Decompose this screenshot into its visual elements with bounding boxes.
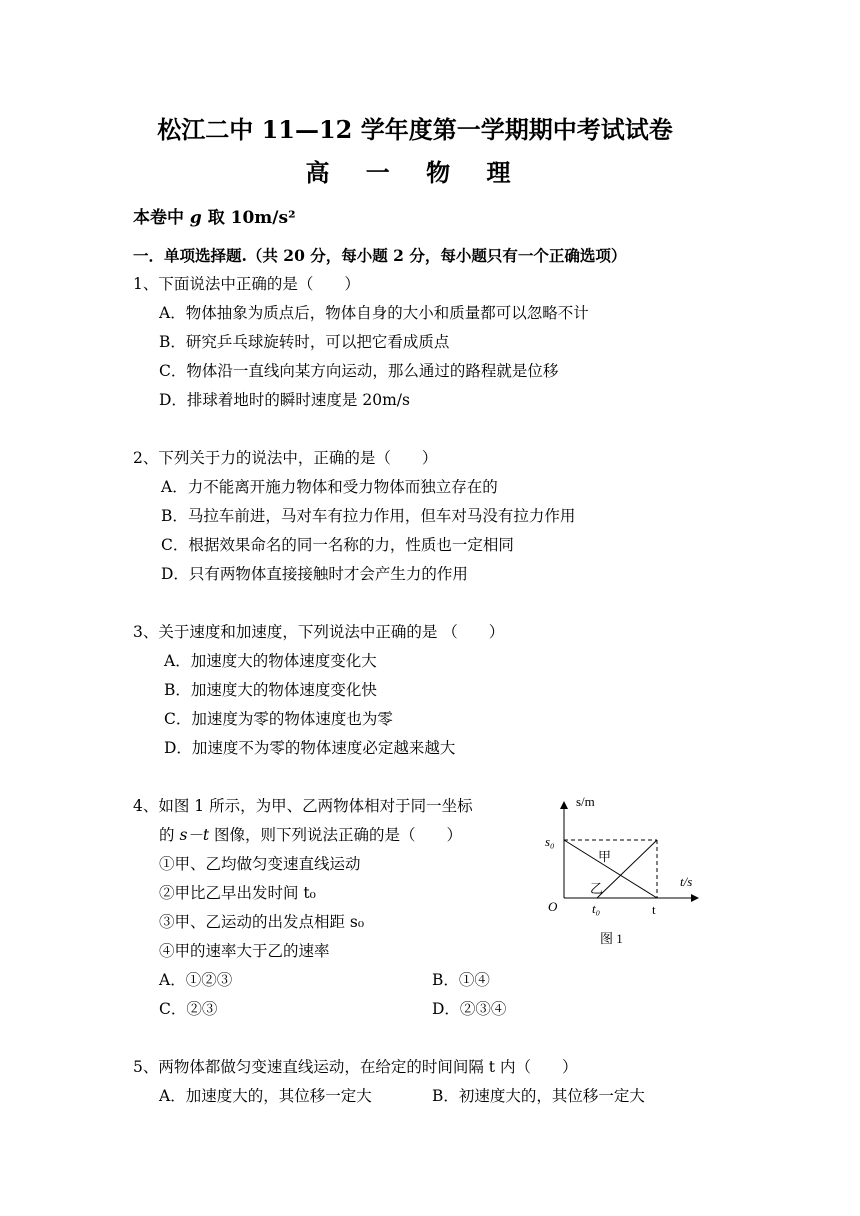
question-1-stem: 1、下面说法中正确的是（ ） [133, 275, 360, 293]
exam-title: 松江二中 11—12 学年度第一学期期中考试试卷 [157, 115, 673, 144]
question-5-option-a: A．加速度大的，其位移一定大 [159, 1087, 372, 1105]
figure-1-st-graph [540, 790, 710, 955]
question-3-option-c: C．加速度为零的物体速度也为零 [164, 710, 393, 728]
origin-label: O [548, 899, 558, 914]
question-4-stem-line2-a: 的 [159, 826, 180, 844]
question-4-choice-a: A．①②③ [159, 971, 233, 989]
question-5-stem: 5、两物体都做匀变速直线运动，在给定的时间间隔 t 内（ ） [133, 1058, 578, 1076]
question-1-option-c: C．物体沿一直线向某方向运动，那么通过的路程就是位移 [159, 362, 559, 380]
x-axis-label: t/s [680, 874, 693, 889]
question-3-stem: 3、关于速度和加速度，下列说法中正确的是 （ ） [133, 623, 505, 641]
question-5-option-b: B．初速度大的，其位移一定大 [432, 1087, 645, 1105]
t-label: t [652, 902, 656, 917]
constant-note [133, 207, 296, 229]
question-1-option-d: D．排球着地时的瞬时速度是 20m/s [159, 391, 410, 409]
question-1-option-b: B．研究乒乓球旋转时，可以把它看成质点 [159, 333, 450, 351]
question-4-statement-3: ③甲、乙运动的出发点相距 s₀ [159, 913, 365, 931]
question-2-option-a: A．力不能离开施力物体和受力物体而独立存在的 [161, 478, 498, 496]
constant-note-suffix: 取 10m/s² [201, 208, 296, 228]
line-yi-label: 乙 [590, 881, 604, 896]
question-4-choice-d: D．②③④ [432, 1000, 507, 1018]
figure-caption: 图 1 [600, 931, 623, 946]
question-4-stem-line1: 4、如图 1 所示，为甲、乙两物体相对于同一坐标 [133, 797, 473, 815]
question-4-stem-var: s－t [179, 826, 210, 844]
question-4-choice-c: C．②③ [159, 1000, 218, 1018]
question-3-option-a: A．加速度大的物体速度变化大 [164, 652, 377, 670]
subject-title: 高 一 物 理 [305, 158, 525, 187]
line-jia-label: 甲 [598, 849, 612, 864]
constant-note-prefix: 本卷中 [133, 208, 190, 228]
question-4-statement-2: ②甲比乙早出发时间 t₀ [159, 884, 316, 902]
question-4-statement-1: ①甲、乙均做匀变速直线运动 [159, 855, 361, 873]
question-2-option-c: C．根据效果命名的同一名称的力，性质也一定相同 [161, 536, 514, 554]
question-1-option-a: A．物体抽象为质点后，物体自身的大小和质量都可以忽略不计 [159, 304, 589, 322]
question-2-option-d: D．只有两物体直接接触时才会产生力的作用 [161, 565, 468, 583]
question-4-statement-4: ④甲的速率大于乙的速率 [159, 942, 330, 960]
question-4-stem-line2-b: 图像，则下列说法正确的是（ ） [209, 826, 463, 844]
y-axis-label: s/m [576, 794, 595, 809]
question-2-stem: 2、下列关于力的说法中，正确的是（ ） [133, 449, 438, 467]
constant-note-var: g [189, 208, 202, 228]
t0-label: t₀ [592, 901, 601, 916]
s0-label: s₀ [545, 834, 555, 849]
question-3-option-d: D．加速度不为零的物体速度必定越来越大 [164, 739, 456, 757]
question-4-stem-line2 [159, 824, 462, 846]
question-4-choice-b: B．①④ [432, 971, 490, 989]
section-heading: 一．单项选择题.（共 20 分，每小题 2 分，每小题只有一个正确选项） [133, 246, 627, 265]
question-3-option-b: B．加速度大的物体速度变化快 [164, 681, 377, 699]
question-2-option-b: B．马拉车前进，马对车有拉力作用，但车对马没有拉力作用 [161, 507, 576, 525]
